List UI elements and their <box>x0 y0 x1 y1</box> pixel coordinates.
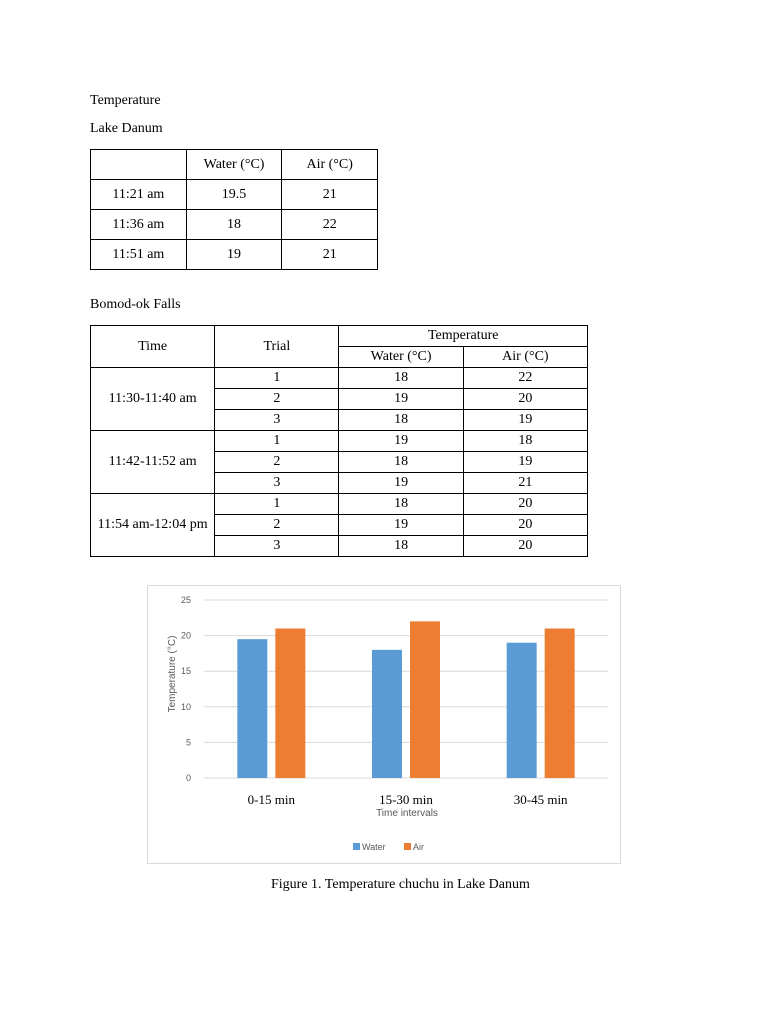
table-row <box>91 210 378 240</box>
chart-frame <box>147 585 621 864</box>
water-header: Water (°C) <box>339 347 463 368</box>
table-header-row <box>91 326 588 347</box>
table-row <box>91 368 588 389</box>
x-tick-label: 30-45 min <box>513 792 568 807</box>
time-cell: 11:54 am-12:04 pm <box>91 494 215 557</box>
table-header-cell <box>91 150 187 180</box>
table-cell: 3 <box>215 473 339 494</box>
table-cell: 18 <box>339 410 463 431</box>
table-header-cell: Air (°C) <box>282 150 378 180</box>
table-cell: 18 <box>339 368 463 389</box>
table-cell: 21 <box>463 473 587 494</box>
table-cell: 18 <box>339 494 463 515</box>
table-header-cell: Water (°C) <box>186 150 282 180</box>
table-cell: 19 <box>339 515 463 536</box>
x-tick-label: 15-30 min <box>379 792 433 807</box>
lake-title: Lake Danum <box>90 121 163 136</box>
table-row <box>91 180 378 210</box>
y-tick-label: 20 <box>180 630 191 641</box>
trial-header: Trial <box>215 326 339 368</box>
table-cell: 19 <box>186 240 282 270</box>
table-cell: 20 <box>463 494 587 515</box>
x-tick-label: 0-15 min <box>247 792 295 807</box>
time-cell: 11:30-11:40 am <box>91 368 215 431</box>
table-cell: 20 <box>463 389 587 410</box>
table-cell: 2 <box>215 389 339 410</box>
table-cell: 18 <box>186 210 282 240</box>
falls-title: Bomod-ok Falls <box>90 297 181 312</box>
legend-label: Air <box>413 842 424 852</box>
table-row <box>91 431 588 452</box>
table-row <box>91 494 588 515</box>
table-cell: 22 <box>282 210 378 240</box>
table-cell: 21 <box>282 240 378 270</box>
temperature-bar-chart <box>148 586 620 863</box>
table-cell: 19 <box>463 410 587 431</box>
table-cell: 1 <box>215 494 339 515</box>
table-cell: 20 <box>463 536 587 557</box>
table-row <box>91 240 378 270</box>
bar-air <box>410 621 440 778</box>
time-cell: 11:42-11:52 am <box>91 431 215 494</box>
table-cell: 19 <box>463 452 587 473</box>
y-tick-label: 0 <box>185 773 191 783</box>
section-heading: Temperature <box>90 93 161 108</box>
bar-air <box>275 628 305 778</box>
table-cell: 19 <box>339 389 463 410</box>
table-cell: 18 <box>339 452 463 473</box>
bar-water <box>372 650 402 778</box>
time-header: Time <box>91 326 215 368</box>
y-axis-label: Temperature (°C) <box>167 635 178 713</box>
legend-swatch <box>353 843 360 850</box>
y-tick-label: 25 <box>180 595 191 605</box>
y-tick-label: 5 <box>185 737 191 748</box>
table-cell: 20 <box>463 515 587 536</box>
bar-air <box>545 628 575 778</box>
bar-water <box>507 643 537 778</box>
table-cell: 3 <box>215 536 339 557</box>
legend-label: Water <box>362 842 386 852</box>
table-cell: 2 <box>215 452 339 473</box>
table-cell: 1 <box>215 431 339 452</box>
figure-caption: Figure 1. Temperature chuchu in Lake Danum <box>271 877 530 892</box>
table-cell: 11:36 am <box>91 210 187 240</box>
table-cell: 11:21 am <box>91 180 187 210</box>
bomod-ok-falls-table <box>90 325 588 557</box>
temperature-header: Temperature <box>339 326 588 347</box>
table-cell: 2 <box>215 515 339 536</box>
chart-x-ticks <box>248 792 568 807</box>
table-cell: 11:51 am <box>91 240 187 270</box>
chart-bars <box>237 621 574 778</box>
table-cell: 18 <box>339 536 463 557</box>
bar-water <box>237 639 267 778</box>
table-header-row <box>91 150 378 180</box>
legend-swatch <box>404 843 411 850</box>
table-cell: 3 <box>215 410 339 431</box>
y-tick-label: 10 <box>180 701 191 712</box>
table-cell: 1 <box>215 368 339 389</box>
y-tick-label: 15 <box>180 666 191 677</box>
table-cell: 19.5 <box>186 180 282 210</box>
chart-legend <box>353 842 424 852</box>
chart-y-ticks <box>181 595 191 783</box>
table-cell: 22 <box>463 368 587 389</box>
table-cell: 19 <box>339 473 463 494</box>
air-header: Air (°C) <box>463 347 587 368</box>
table-cell: 19 <box>339 431 463 452</box>
lake-danum-table <box>90 149 378 270</box>
x-axis-label: Time intervals <box>376 808 438 819</box>
table-cell: 21 <box>282 180 378 210</box>
table-cell: 18 <box>463 431 587 452</box>
